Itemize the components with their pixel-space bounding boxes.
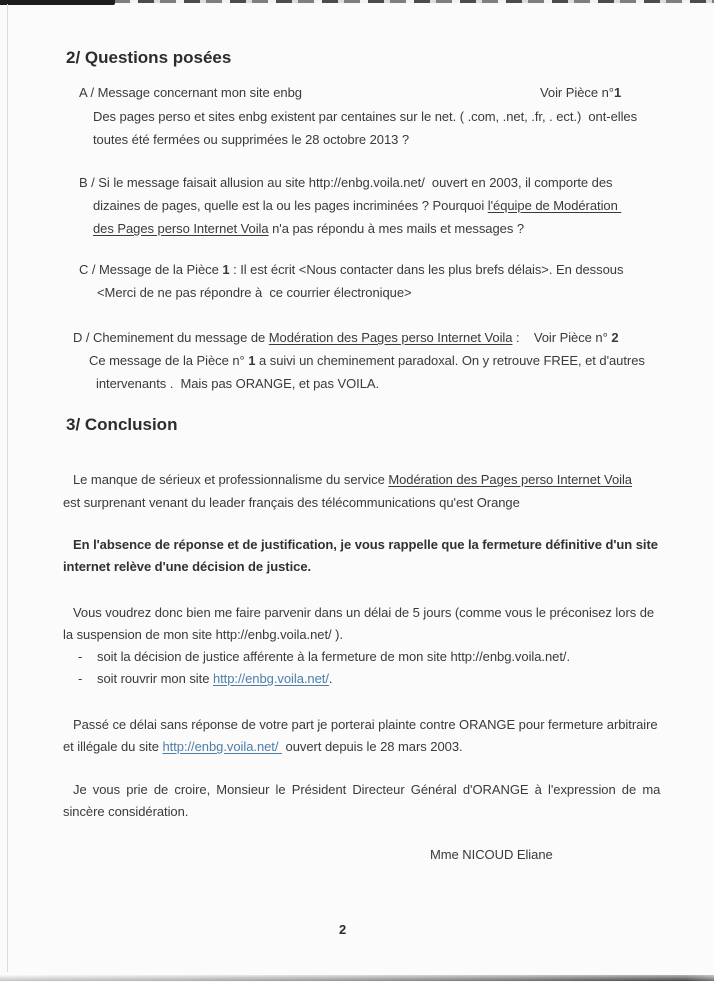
conclusion-p1-text: Le manque de sérieux et professionnalisme du service: [73, 472, 389, 487]
reference-number: 1: [613, 85, 622, 100]
question-b-line2: [93, 198, 621, 214]
section-heading-questions: 2/ Questions posées: [66, 48, 232, 67]
conclusion-p5-line1: Je vous prie de croire, Monsieur le Président Directeur Général d'ORANGE à l'expression de ma: [73, 782, 661, 797]
reference-label: Voir Pièce n°: [533, 330, 612, 345]
bullet-1-dash: -: [78, 649, 83, 664]
conclusion-p5-line2: sincère considération.: [63, 804, 189, 819]
question-d-piece-number: 1: [248, 353, 256, 368]
question-c-line1-text: C / Message de la Pièce: [79, 262, 223, 277]
site-link[interactable]: http://enbg.voila.net/: [162, 739, 282, 754]
bullet-2-text: [97, 671, 332, 687]
conclusion-p4-line2: [63, 739, 463, 755]
bullet-2-period: .: [328, 671, 333, 686]
conclusion-p1-underlined: Modération des Pages perso Internet Voila: [388, 472, 632, 487]
question-b-line3-underlined: des Pages perso Internet Voila: [93, 221, 269, 236]
scan-artifact-left-edge: [7, 4, 8, 972]
signature: Mme NICOUD Eliane: [430, 847, 553, 862]
conclusion-p3-line2: la suspension de mon site http://enbg.voila.net/ ).: [63, 627, 344, 642]
question-c-piece-number: 1: [222, 262, 230, 277]
question-a-reference: [540, 85, 621, 101]
question-d-line2-rest: a suivi un cheminement paradoxal. On y retrouve FREE, et d'autres: [255, 353, 645, 368]
reference-label: Voir Pièce n°: [540, 85, 614, 100]
site-link[interactable]: http://enbg.voila.net/: [212, 671, 329, 686]
bullet-2-dash: -: [78, 671, 83, 686]
bullet-1-text: soit la décision de justice afférente à la fermeture de mon site http://enbg.voila.net/.: [97, 649, 571, 664]
question-b-line1: B / Si le message faisait allusion au site http://enbg.voila.net/ ouvert en 2003, il comporte des: [79, 175, 613, 190]
question-a-line1: A / Message concernant mon site enbg: [79, 85, 302, 100]
question-d-line2-text: Ce message de la Pièce n°: [89, 353, 249, 368]
question-d-line3: intervenants . Mais pas ORANGE, et pas VOILA.: [96, 376, 380, 391]
question-b-line2-text: dizaines de pages, quelle est la ou les pages incriminées ? Pourquoi: [93, 198, 488, 213]
question-d-line1-text: D / Cheminement du message de: [73, 330, 269, 345]
page-number: 2: [339, 922, 347, 937]
question-d-line1-underlined: Modération des Pages perso Internet Voila: [268, 330, 513, 345]
question-d-line2: [89, 353, 645, 369]
question-b-line2-underlined: l'équipe de Modération: [487, 198, 622, 213]
conclusion-p4-line1: Passé ce délai sans réponse de votre part je porterai plainte contre ORANGE pour fermeture arbitraire: [73, 717, 658, 732]
conclusion-p1-line1: [73, 472, 632, 488]
question-a-line3: toutes été fermées ou supprimées le 28 octobre 2013 ?: [93, 132, 410, 147]
conclusion-p4-rest: ouvert depuis le 28 mars 2003.: [282, 739, 463, 754]
conclusion-p2-line2: internet relève d'une décision de justice.: [63, 559, 312, 574]
question-d-line1-separator: :: [512, 330, 534, 345]
reference-number: 2: [611, 330, 619, 345]
scan-artifact-bottom-band: [0, 975, 714, 981]
bullet-2-lead: soit rouvrir mon site: [97, 671, 213, 686]
question-c-line1-rest: : Il est écrit <Nous contacter dans les plus brefs délais>. En dessous: [229, 262, 624, 277]
scan-artifact-top-left-bar: [0, 0, 115, 5]
question-b-line3: [93, 221, 524, 237]
section-heading-conclusion: 3/ Conclusion: [66, 415, 178, 434]
conclusion-p2-line1: En l'absence de réponse et de justification, je vous rappelle que la fermeture définitive d'un site: [73, 537, 658, 552]
question-c-line1: [79, 262, 623, 278]
question-b-line3-text: n'a pas répondu à mes mails et messages ?: [268, 221, 525, 236]
conclusion-p3-line1: Vous voudrez donc bien me faire parvenir dans un délai de 5 jours (comme vous le préconisez lors de: [73, 605, 655, 620]
question-a-line2: Des pages perso et sites enbg existent par centaines sur le net. ( .com, .net, .fr, . ect.) ont-elles: [93, 109, 638, 124]
question-c-line2: <Merci de ne pas répondre à ce courrier électronique>: [97, 285, 412, 300]
conclusion-p4-lead: et illégale du site: [63, 739, 163, 754]
conclusion-p1-line2: est surprenant venant du leader français des télécommunications qu'est Orange: [63, 495, 520, 510]
question-d-line1: [73, 330, 619, 346]
